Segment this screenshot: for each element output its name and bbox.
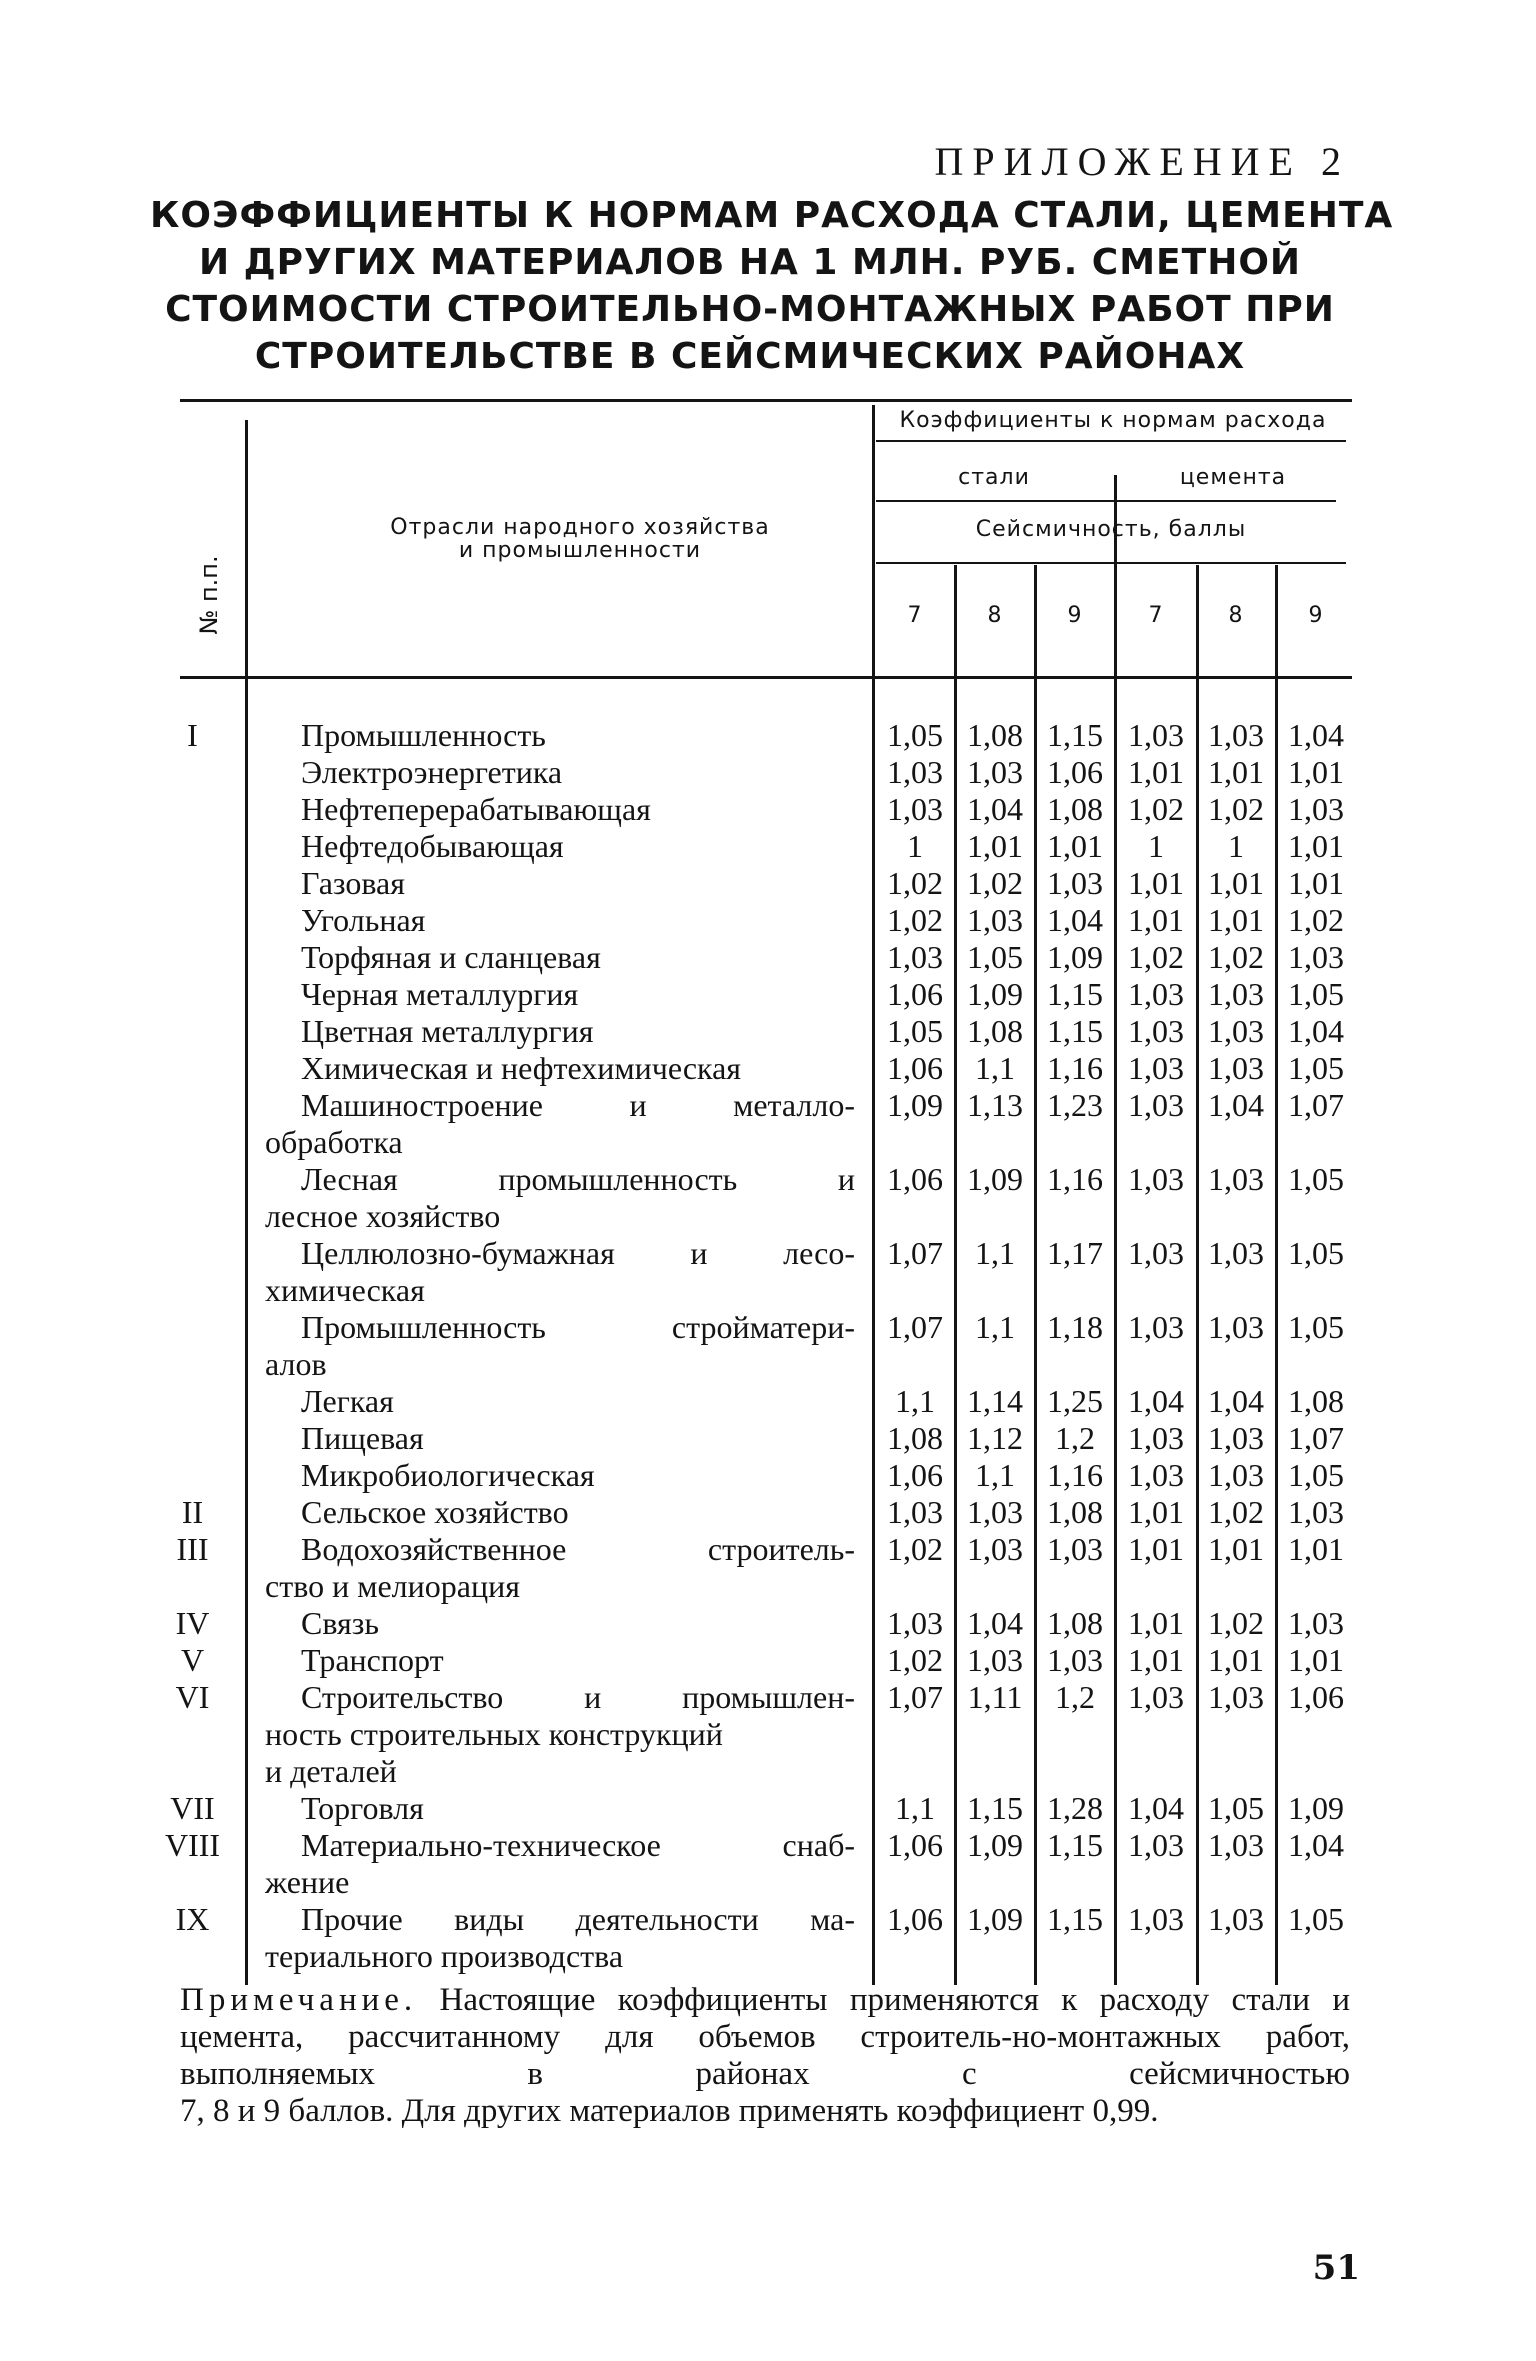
branch-name: [265, 1531, 855, 1605]
coef-cell: 1,15: [1047, 1013, 1103, 1049]
footnote: [180, 1982, 1350, 2130]
branch-name-line: алов: [265, 1346, 327, 1382]
coef-cell: 1,09: [1047, 939, 1103, 975]
coef-cell: 1,05: [1208, 1790, 1264, 1826]
cement-header: цемента: [1179, 465, 1287, 490]
branch-name: [265, 902, 855, 939]
branch-name-line: Торговля: [301, 1790, 424, 1826]
row-number: II: [181, 1494, 204, 1530]
grade-header: 7: [1148, 603, 1164, 628]
coef-cell: 1,03: [1208, 1457, 1264, 1493]
branch-name: [265, 1642, 855, 1679]
branch-name-line: Черная металлургия: [301, 976, 579, 1012]
coef-cell: 1,03: [1128, 1235, 1184, 1271]
coef-cell: 1,02: [1208, 791, 1264, 827]
coef-cell: 1,03: [1288, 939, 1344, 975]
coef-cell: 1,15: [967, 1790, 1023, 1826]
coef-cell: 1,03: [967, 1642, 1023, 1678]
coef-cell: 1,05: [1288, 1050, 1344, 1086]
coef-cell: 1,01: [1208, 1642, 1264, 1678]
branch-name: [265, 1790, 855, 1827]
branch-name-line: Химическая и нефтехимическая: [301, 1050, 742, 1086]
coef-cell: 1,01: [1128, 1642, 1184, 1678]
branch-name-line: Машиностроение и металло-: [301, 1087, 855, 1123]
branch-name-line: Целлюлозно-бумажная и лесо-: [301, 1235, 855, 1271]
table-top-rule: [180, 399, 1352, 402]
coef-cell: 1,04: [1288, 1013, 1344, 1049]
title-line: И ДРУГИХ МАТЕРИАЛОВ НА 1 МЛН. РУБ. СМЕТНОЙ: [198, 242, 1302, 283]
coef-cell: 1,17: [1047, 1235, 1103, 1271]
coef-cell: 1,04: [1208, 1383, 1264, 1419]
branch-name: [265, 1235, 855, 1309]
row-number: IX: [175, 1901, 210, 1937]
col-divider: [872, 405, 875, 1985]
coef-cell: 1,01: [1128, 1494, 1184, 1530]
coef-cell: 1,03: [887, 791, 943, 827]
row-number: I: [187, 717, 198, 753]
coef-cell: 1,03: [967, 754, 1023, 790]
coef-cell: 1,03: [1128, 1087, 1184, 1123]
branch-name-line: химическая: [265, 1272, 425, 1308]
page-number: 51: [1312, 2248, 1360, 2288]
coef-cell: 1,03: [1128, 1679, 1184, 1715]
branch-name-line: Промышленность: [301, 717, 546, 753]
coef-cell: 1,01: [1208, 902, 1264, 938]
branch-name-line: Связь: [301, 1605, 379, 1641]
coef-cell: 1,03: [1288, 791, 1344, 827]
coef-cell: 1,03: [1128, 1457, 1184, 1493]
coef-cell: 1,03: [1288, 1494, 1344, 1530]
coef-cell: 1,05: [1288, 976, 1344, 1012]
coef-cell: 1,09: [967, 976, 1023, 1012]
coef-cell: 1,07: [887, 1679, 943, 1715]
coef-cell: 1,16: [1047, 1050, 1103, 1086]
coef-cell: 1,08: [1047, 1605, 1103, 1641]
coef-cell: 1,1: [895, 1383, 935, 1419]
branch-name-line: Нефтеперерабатывающая: [301, 791, 651, 827]
branch-name: [265, 754, 855, 791]
coef-cell: 1,05: [887, 1013, 943, 1049]
coef-cell: 1,03: [1208, 1161, 1264, 1197]
note-text: Настоящие коэффициенты применяются к расходу стали и цемента, рассчитанному для объемов строитель-но-монтажных работ, выполняемых в районах с сейсмичностью: [180, 1982, 1351, 2092]
coef-cell: 1,05: [1288, 1457, 1344, 1493]
coef-cell: 1,18: [1047, 1309, 1103, 1345]
branch-name-line: жение: [265, 1864, 350, 1900]
branch-name: [265, 1827, 855, 1901]
coef-cell: 1,03: [1128, 1161, 1184, 1197]
coef-cell: 1,02: [1208, 1605, 1264, 1641]
steel-header: стали: [958, 465, 1030, 490]
coef-cell: 1,04: [1288, 717, 1344, 753]
coef-cell: 1,03: [1128, 976, 1184, 1012]
branch-name-line: Микробиологическая: [301, 1457, 595, 1493]
coef-cell: 1,03: [1047, 1531, 1103, 1567]
material-rule: [876, 500, 1336, 502]
coef-cell: 1,03: [887, 754, 943, 790]
coef-cell: 1,02: [1128, 939, 1184, 975]
coef-cell: 1,01: [1208, 865, 1264, 901]
branch-name-line: Транспорт: [301, 1642, 444, 1678]
coef-cell: 1,02: [887, 1531, 943, 1567]
branch-name-line: Торфяная и сланцевая: [301, 939, 601, 975]
coef-cell: 1,03: [1208, 1235, 1264, 1271]
coef-cell: 1,1: [895, 1790, 935, 1826]
branch-name-line: Электроэнергетика: [301, 754, 563, 790]
coef-cell: 1,2: [1055, 1420, 1095, 1456]
col-divider: [1114, 475, 1117, 1985]
coef-cell: 1,04: [967, 791, 1023, 827]
branch-name-line: Сельское хозяйство: [301, 1494, 569, 1530]
coef-cell: 1,03: [1208, 1050, 1264, 1086]
coef-cell: 1,03: [1208, 976, 1264, 1012]
coef-cell: 1,01: [1128, 754, 1184, 790]
coef-cell: 1,08: [1288, 1383, 1344, 1419]
coef-cell: 1,04: [1047, 902, 1103, 938]
coef-cell: 1,02: [1208, 939, 1264, 975]
branch-name: [265, 791, 855, 828]
col-divider: [245, 420, 248, 1985]
branch-name-line: ство и мелиорация: [265, 1568, 520, 1604]
branch-name-line: Лесная промышленность и: [301, 1161, 855, 1197]
branch-name-line: ность строительных конструкций: [265, 1716, 723, 1752]
coef-cell: 1,01: [1208, 1531, 1264, 1567]
coef-cell: 1,03: [1208, 1013, 1264, 1049]
branch-name-line: Пищевая: [301, 1420, 424, 1456]
coef-cell: 1,05: [1288, 1901, 1344, 1937]
coef-cell: 1,05: [967, 939, 1023, 975]
coef-cell: 1,03: [1047, 865, 1103, 901]
coef-cell: 1,09: [967, 1161, 1023, 1197]
coef-cell: 1,03: [887, 1494, 943, 1530]
coef-cell: 1,03: [1047, 1642, 1103, 1678]
coef-cell: 1,03: [887, 939, 943, 975]
coef-cell: 1,06: [887, 1827, 943, 1863]
coef-cell: 1,03: [967, 1494, 1023, 1530]
coef-cell: 1,15: [1047, 1827, 1103, 1863]
coef-cell: 1,25: [1047, 1383, 1103, 1419]
branch-name: [265, 1605, 855, 1642]
coef-cell: 1,07: [1288, 1420, 1344, 1456]
branch-name: [265, 865, 855, 902]
coef-cell: 1,28: [1047, 1790, 1103, 1826]
coef-cell: 1,05: [887, 717, 943, 753]
branch-name: [265, 939, 855, 976]
coef-cell: 1,03: [1128, 1050, 1184, 1086]
header-bottom-rule: [180, 676, 1352, 679]
grade-header: 8: [987, 603, 1003, 628]
coef-cell: 1,23: [1047, 1087, 1103, 1123]
branch-name: [265, 976, 855, 1013]
coef-cell: 1,03: [1128, 1420, 1184, 1456]
row-number: V: [180, 1642, 205, 1678]
grade-header: 9: [1308, 603, 1324, 628]
row-number: VII: [170, 1790, 215, 1826]
coef-cell: 1,03: [1128, 1013, 1184, 1049]
coef-cell: 1,03: [1208, 1901, 1264, 1937]
coef-cell: 1,13: [967, 1087, 1023, 1123]
branch-name-line: Материально-техническое снаб-: [301, 1827, 855, 1863]
coef-cell: 1,15: [1047, 1901, 1103, 1937]
coef-cell: 1,02: [1288, 902, 1344, 938]
coef-cell: 1,04: [967, 1605, 1023, 1641]
coef-cell: 1,06: [887, 1901, 943, 1937]
coef-cell: 1,02: [1128, 791, 1184, 827]
coef-cell: 1,07: [887, 1309, 943, 1345]
grade-header: 9: [1067, 603, 1083, 628]
coef-cell: 1,1: [975, 1050, 1015, 1086]
coef-cell: 1,01: [1288, 865, 1344, 901]
coef-cell: 1,09: [967, 1827, 1023, 1863]
coef-cell: 1,03: [1128, 1827, 1184, 1863]
seismic-rule: [876, 562, 1346, 564]
coef-cell: 1,03: [967, 1531, 1023, 1567]
branch-name: [265, 1383, 855, 1420]
branch-name: [265, 1161, 855, 1235]
coef-cell: 1,03: [1208, 1420, 1264, 1456]
title-line: СТРОИТЕЛЬСТВЕ В СЕЙСМИЧЕСКИХ РАЙОНАХ: [254, 336, 1246, 377]
coef-cell: 1,09: [887, 1087, 943, 1123]
coef-cell: 1,04: [1208, 1087, 1264, 1123]
coef-cell: 1,01: [1128, 865, 1184, 901]
coef-cell: 1: [1228, 828, 1244, 864]
coef-cell: 1,1: [975, 1457, 1015, 1493]
coef-cell: 1,06: [887, 1161, 943, 1197]
branch-name: [265, 1309, 855, 1383]
title-line: СТОИМОСТИ СТРОИТЕЛЬНО-МОНТАЖНЫХ РАБОТ ПРИ: [165, 289, 1335, 330]
coef-cell: 1,07: [1288, 1087, 1344, 1123]
grade-header: 8: [1228, 603, 1244, 628]
coef-cell: 1,07: [887, 1235, 943, 1271]
branch-name: [265, 717, 855, 754]
coef-header: Коэффициенты к нормам расхода: [899, 408, 1327, 433]
coef-cell: 1,01: [967, 828, 1023, 864]
branch-name-line: Строительство и промышлен-: [301, 1679, 855, 1715]
coef-cell: 1,14: [967, 1383, 1023, 1419]
branch-name-line: Промышленность стройматери-: [301, 1309, 855, 1345]
coef-cell: 1,03: [1208, 1309, 1264, 1345]
coef-cell: 1,15: [1047, 717, 1103, 753]
page-title: [150, 192, 1394, 380]
row-number: III: [176, 1531, 209, 1567]
title-line: КОЭФФИЦИЕНТЫ К НОРМАМ РАСХОДА СТАЛИ, ЦЕМЕНТА: [150, 195, 1394, 236]
coef-cell: 1,09: [1288, 1790, 1344, 1826]
coef-cell: 1,01: [1288, 1642, 1344, 1678]
coef-cell: 1,15: [1047, 976, 1103, 1012]
branch-name: [265, 1901, 855, 1975]
branch-name: [265, 1050, 855, 1087]
branch-name-line: Водохозяйственное строитель-: [301, 1531, 855, 1567]
coef-cell: 1,01: [1288, 828, 1344, 864]
branch-name-line: Прочие виды деятельности ма-: [301, 1901, 855, 1937]
coef-cell: 1,12: [967, 1420, 1023, 1456]
note-label: Примечание.: [180, 1982, 418, 2018]
coef-cell: 1,03: [887, 1605, 943, 1641]
branch-name: [265, 1494, 855, 1531]
appendix-label: ПРИЛОЖЕНИЕ 2: [934, 139, 1350, 184]
coef-cell: 1,01: [1128, 1605, 1184, 1641]
coef-cell: 1,06: [887, 1050, 943, 1086]
coef-cell: 1,09: [967, 1901, 1023, 1937]
branch-header: Отрасли народного хозяйства и промышленности: [390, 515, 770, 563]
coef-cell: 1,05: [1288, 1161, 1344, 1197]
row-number: VIII: [164, 1827, 221, 1863]
coef-cell: 1,03: [1128, 1901, 1184, 1937]
coef-cell: 1,08: [1047, 791, 1103, 827]
coef-cell: 1,03: [967, 902, 1023, 938]
grade-header: 7: [907, 603, 923, 628]
coef-cell: 1,06: [1288, 1679, 1344, 1715]
coef-cell: 1,08: [967, 1013, 1023, 1049]
coef-cell: 1: [907, 828, 923, 864]
coef-cell: 1,02: [967, 865, 1023, 901]
coef-cell: 1,16: [1047, 1457, 1103, 1493]
branch-name: [265, 828, 855, 865]
coef-cell: 1,04: [1128, 1790, 1184, 1826]
coef-cell: 1: [1148, 828, 1164, 864]
coef-cell: 1,01: [1208, 754, 1264, 790]
branch-name-line: Угольная: [301, 902, 426, 938]
coef-cell: 1,1: [975, 1309, 1015, 1345]
coef-cell: 1,04: [1128, 1383, 1184, 1419]
coef-cell: 1,11: [967, 1679, 1023, 1715]
coef-cell: 1,04: [1288, 1827, 1344, 1863]
coef-cell: 1,03: [1128, 717, 1184, 753]
branch-name: [265, 1013, 855, 1050]
coef-rule: [876, 440, 1346, 442]
branch-name-line: Газовая: [301, 865, 405, 901]
coef-cell: 1,2: [1055, 1679, 1095, 1715]
note-text-last: 7, 8 и 9 баллов. Для других материалов применять коэффициент 0,99.: [180, 2093, 1159, 2129]
branch-name: [265, 1420, 855, 1457]
coef-cell: 1,01: [1047, 828, 1103, 864]
coef-cell: 1,08: [967, 717, 1023, 753]
coef-cell: 1,02: [1208, 1494, 1264, 1530]
row-number: IV: [175, 1605, 210, 1641]
coef-cell: 1,03: [1208, 1679, 1264, 1715]
coef-cell: 1,08: [887, 1420, 943, 1456]
coef-cell: 1,01: [1128, 1531, 1184, 1567]
number-header: № п.п.: [195, 555, 223, 635]
coef-cell: 1,05: [1288, 1309, 1344, 1345]
coef-cell: 1,02: [887, 902, 943, 938]
coef-cell: 1,01: [1128, 902, 1184, 938]
coef-cell: 1,01: [1288, 1531, 1344, 1567]
coef-cell: 1,03: [1208, 717, 1264, 753]
coef-cell: 1,16: [1047, 1161, 1103, 1197]
branch-name-line: лесное хозяйство: [265, 1198, 501, 1234]
branch-name-line: обработка: [265, 1124, 403, 1160]
coef-cell: 1,03: [1208, 1827, 1264, 1863]
coef-cell: 1,06: [887, 1457, 943, 1493]
branch-name: [265, 1087, 855, 1161]
branch-name: [265, 1679, 855, 1790]
coef-cell: 1,1: [975, 1235, 1015, 1271]
branch-name-line: Цветная металлургия: [301, 1013, 594, 1049]
coef-cell: 1,02: [887, 1642, 943, 1678]
branch-name-line: Нефтедобывающая: [301, 828, 564, 864]
coef-cell: 1,06: [1047, 754, 1103, 790]
seismic-header: Сейсмичность, баллы: [975, 517, 1247, 542]
coef-cell: 1,02: [887, 865, 943, 901]
branch-name-line: териального производства: [265, 1938, 624, 1974]
row-number: VI: [175, 1679, 210, 1715]
coef-cell: 1,03: [1128, 1309, 1184, 1345]
branch-name-line: Легкая: [301, 1383, 394, 1419]
coef-cell: 1,05: [1288, 1235, 1344, 1271]
coef-cell: 1,03: [1288, 1605, 1344, 1641]
coef-cell: 1,01: [1288, 754, 1344, 790]
coef-cell: 1,06: [887, 976, 943, 1012]
branch-name: [265, 1457, 855, 1494]
branch-name-line: и деталей: [265, 1753, 397, 1789]
coef-cell: 1,08: [1047, 1494, 1103, 1530]
